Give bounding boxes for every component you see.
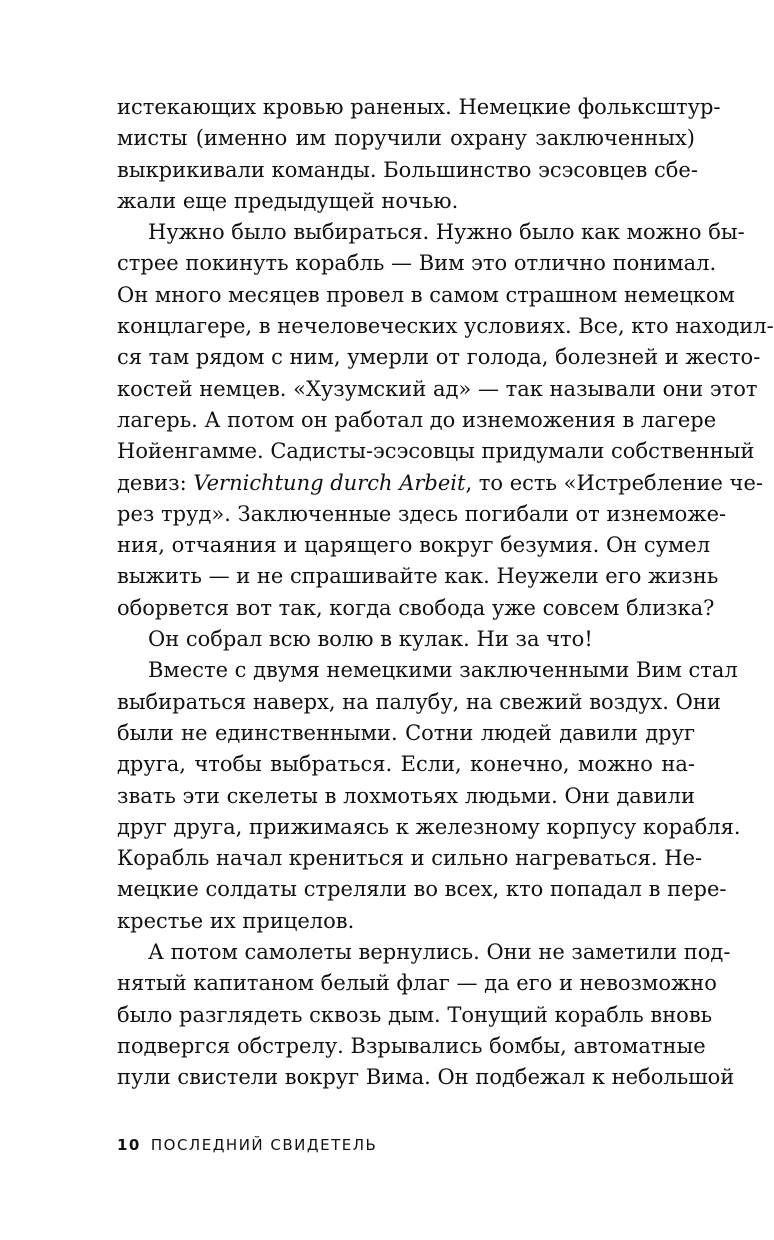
text-line: стрее покинуть корабль — Вим это отлично понимал.	[117, 251, 717, 276]
text-line: лагерь. А потом он работал до изнеможения в лагере	[117, 407, 717, 432]
text-segment: , то есть «Истребление че-	[465, 470, 763, 495]
text-line: концлагере, в нечеловеческих условиях. Все, кто находил-	[117, 314, 774, 339]
text-line: рез труд». Заключенные здесь погибали от изнеможе-	[117, 501, 727, 526]
text-line: Корабль начал крениться и сильно нагреваться. Не-	[117, 846, 703, 871]
page-footer	[117, 1136, 377, 1154]
paragraph-3	[117, 624, 695, 655]
text-line: звать эти скелеты в лохмотьях людьми. Они давили	[117, 783, 695, 808]
text-line: Он собрал всю волю в кулак. Ни за что!	[148, 627, 593, 652]
text-line: ния, отчаяния и царящего вокруг безумия. Он сумел	[117, 533, 711, 558]
paragraph-2	[117, 217, 774, 624]
text-line: А потом самолеты вернулись. Они не заметили под-	[148, 940, 731, 965]
italic-phrase: Vernichtung durch Arbeit	[193, 470, 466, 495]
running-title: ПОСЛЕДНИЙ СВИДЕТЕЛЬ	[150, 1136, 378, 1154]
text-line: пули свистели вокруг Вима. Он подбежал к небольшой	[117, 1065, 735, 1090]
text-line: Нойенгамме. Садисты-эсэсовцы придумали собственный	[117, 439, 755, 464]
text-line: Вместе с двумя немецкими заключенными Вим стал	[148, 658, 738, 683]
text-line: мисты (именно им поручили охрану заключенных)	[117, 126, 695, 151]
text-line: оборвется вот так, когда свобода уже совсем близка?	[117, 595, 715, 620]
paragraph-4	[117, 655, 741, 937]
paragraph-1	[117, 92, 721, 217]
text-line: выкрикивали команды. Большинство эсэсовцев сбе-	[117, 157, 698, 182]
text-line: выбираться наверх, на палубу, на свежий воздух. Они	[117, 689, 721, 714]
text-line: Нужно было выбираться. Нужно было как можно бы-	[148, 220, 745, 245]
text-line: нятый капитаном белый флаг — да его и невозможно	[117, 971, 717, 996]
text-line: друг друга, прижимаясь к железному корпусу корабля.	[117, 814, 741, 839]
text-line: ся там рядом с ним, умерли от голода, болезней и жесто-	[117, 345, 761, 370]
text-line: выжить — и не спрашивайте как. Неужели его жизнь	[117, 564, 719, 589]
text-line-with-italic	[117, 468, 763, 499]
paragraph-5	[117, 937, 735, 1093]
text-line: истекающих кровью раненых. Немецкие фольксштур-	[117, 95, 721, 119]
page-body	[117, 92, 774, 1094]
text-line: подвергся обстрелу. Взрывались бомбы, автоматные	[117, 1033, 706, 1058]
text-line: Он много месяцев провел в самом страшном немецком	[117, 282, 735, 307]
text-line: костей немцев. «Хузумский ад» — так называли они этот	[117, 376, 758, 401]
text-line: крестье их прицелов.	[117, 908, 355, 933]
page-number: 10	[117, 1136, 141, 1154]
text-line: мецкие солдаты стреляли во всех, кто попадал в пере-	[117, 877, 727, 902]
text-line: друга, чтобы выбраться. Если, конечно, можно на-	[117, 752, 695, 777]
text-segment: девиз:	[117, 470, 194, 495]
text-line: жали еще предыдущей ночью.	[117, 188, 459, 213]
text-line: были не единственными. Сотни людей давили друг	[117, 720, 695, 745]
text-line: было разглядеть сквозь дым. Тонущий корабль вновь	[117, 1002, 713, 1027]
